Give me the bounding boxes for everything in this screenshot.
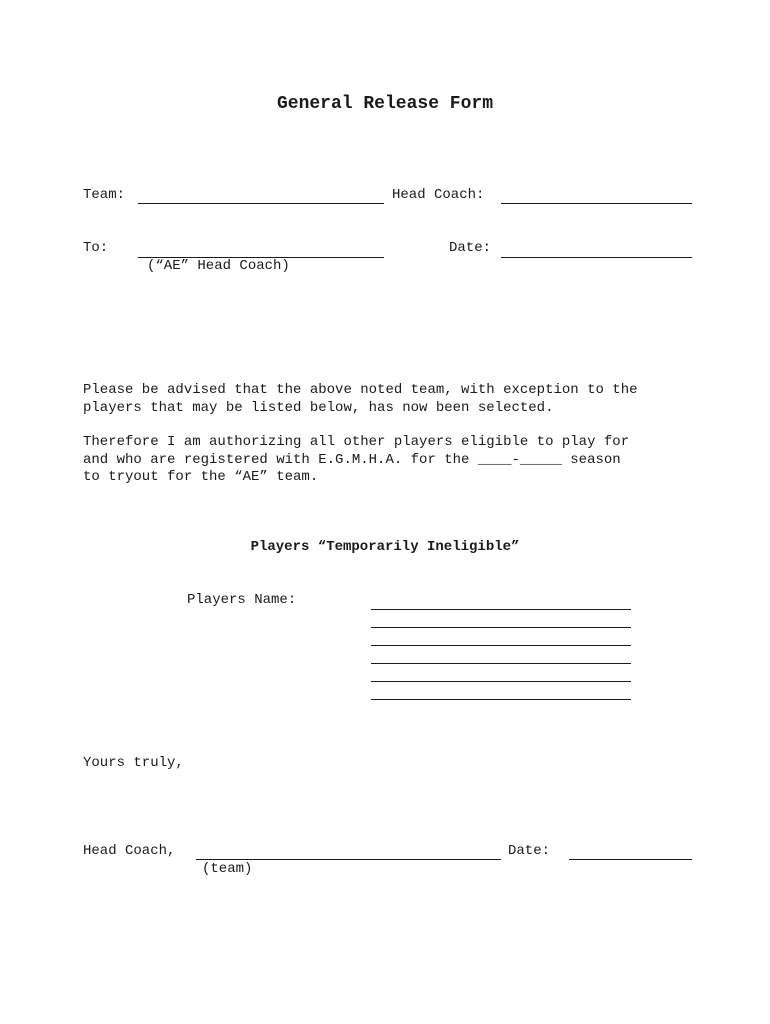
paragraph1-line-1: Please be advised that the above noted team, with exception to the xyxy=(83,382,638,398)
date-label: Date: xyxy=(449,240,492,256)
closing-text: Yours truly, xyxy=(83,755,184,771)
form-title: General Release Form xyxy=(276,94,494,114)
player-name-line-2[interactable] xyxy=(371,627,631,628)
players-name-label: Players Name: xyxy=(187,592,297,608)
team-field-line[interactable] xyxy=(138,203,384,204)
head-coach-label: Head Coach: xyxy=(392,187,485,203)
to-caption: (“AE” Head Coach) xyxy=(147,258,290,274)
player-name-line-3[interactable] xyxy=(371,645,631,646)
date-field-line[interactable] xyxy=(501,257,692,258)
player-name-line-4[interactable] xyxy=(371,663,631,664)
signature-label: Head Coach, xyxy=(83,843,176,859)
head-coach-field-line[interactable] xyxy=(501,203,692,204)
signature-field-line[interactable] xyxy=(196,859,501,860)
paragraph2-line-2: and who are registered with E.G.M.H.A. for the ____-_____ season xyxy=(83,451,621,468)
player-name-line-1[interactable] xyxy=(371,609,631,610)
signature-caption: (team) xyxy=(202,861,253,877)
paragraph1-line-2: players that may be listed below, has now been selected. xyxy=(83,399,554,416)
paragraph2-line-1: Therefore I am authorizing all other players eligible to play for xyxy=(83,434,630,450)
player-name-line-6[interactable] xyxy=(371,699,631,700)
paragraph2-line-3: to tryout for the “AE” team. xyxy=(83,469,319,485)
team-label: Team: xyxy=(83,187,126,203)
signature-date-field-line[interactable] xyxy=(569,859,692,860)
to-label: To: xyxy=(83,240,109,256)
signature-date-label: Date: xyxy=(508,843,551,859)
player-name-line-5[interactable] xyxy=(371,681,631,682)
players-heading: Players “Temporarily Ineligible” xyxy=(250,539,520,555)
